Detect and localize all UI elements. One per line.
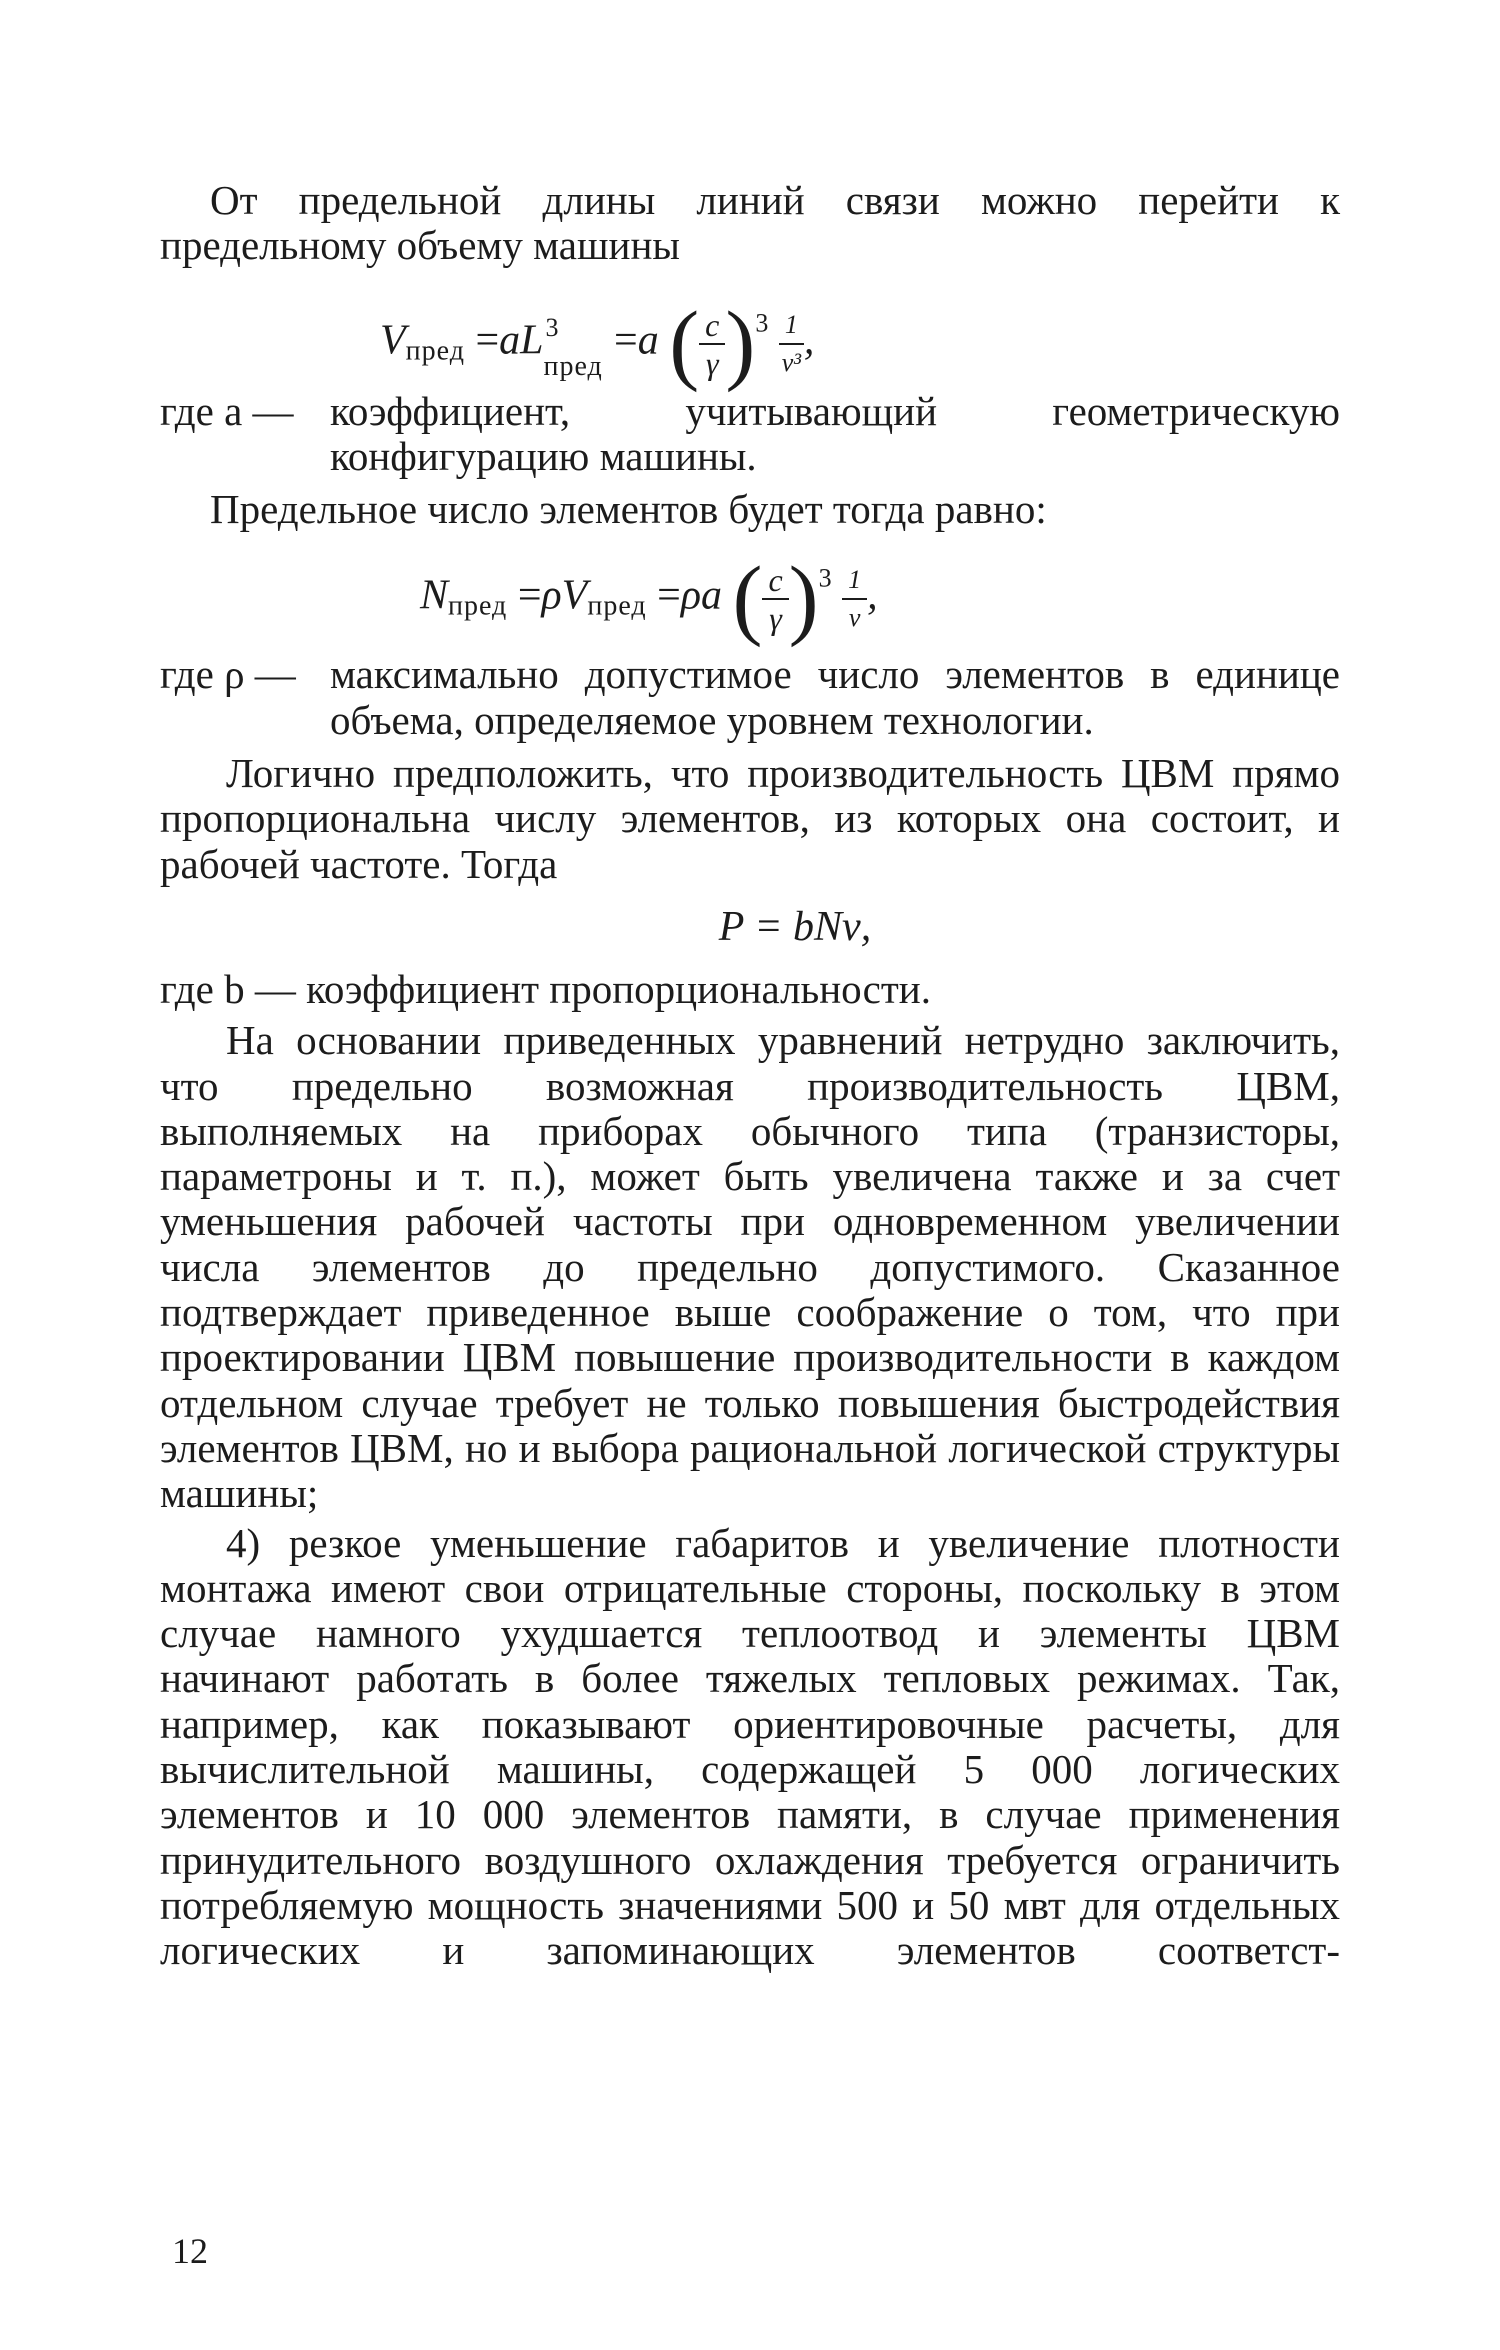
where-b: где b — коэффициент пропорциональности. <box>160 965 931 1012</box>
paragraph-4: На основании приведенных уравнений нетрудно заключить, что предельно возможная производительность ЦВМ, выполняемых на приборах обычного типа (транзисторы, параметроны и т. п.), может быть увеличена также и за счет уменьшения рабочей частоты при одновременном увеличении числа элементов до предельно допустимого. Сказанное подтверждает приведенное выше соображение о том, что при проектировании ЦВМ повышение производительности в каждом отдельном случае требует не только повышения быстродействия элементов ЦВМ, но и выбора рациональной логической структуры машины; <box>160 1017 1340 1517</box>
paragraph-5: 4) резкое уменьшение габаритов и увеличение плотности монтажа имеют свои отрицательные стороны, поскольку в этом случае намного ухудшается теплоотвод и элементы ЦВМ начинают работать в более тяжелых тепловых режимах. Так, например, как показывают ориентировочные расчеты, для вычислительной машины, содержащей 5 000 логических элементов и 10 000 элементов памяти, в случае применения принудительного воздушного охлаждения требуется ограничить потребляемую мощность значениями 500 и 50 мвт для отдельных логических и запоминающих элементов соответст- <box>160 1519 1340 1974</box>
page-body <box>160 170 1340 1974</box>
paragraph-2: Предельное число элементов будет тогда равно: <box>210 486 1047 533</box>
paragraph-3: Логично предположить, что производительность ЦВМ прямо пропорциональна числу элементов, из которых она состоит, и рабочей частоте. Тогда <box>160 750 1340 887</box>
where-rho: где ρ — максимально допустимое число элементов в единице объема, определяемое уровнем технологии. <box>160 651 1340 743</box>
formula-elements: $N_{пред} =\rho V_{пред} =\rho a$ ( $\frac{c}{\gamma}$ )$^3$ $\frac{1}{\nu}$ , <box>420 549 878 649</box>
page-number: 12 <box>172 2231 208 2271</box>
paragraph-1: От предельной длины линий связи можно перейти к предельному объему машины <box>160 177 1340 269</box>
formula-volume: $V_{пред} =aL$ 3 пред =a ( $\frac{c}{\gamma}$ )$^3$ $\frac{1}{\text{ν³}}$ , <box>380 293 815 393</box>
formula-performance: P = bNν, <box>718 903 872 950</box>
where-a: где a — коэффициент, учитывающий геометрическую конфигурацию машины. <box>160 387 1340 479</box>
